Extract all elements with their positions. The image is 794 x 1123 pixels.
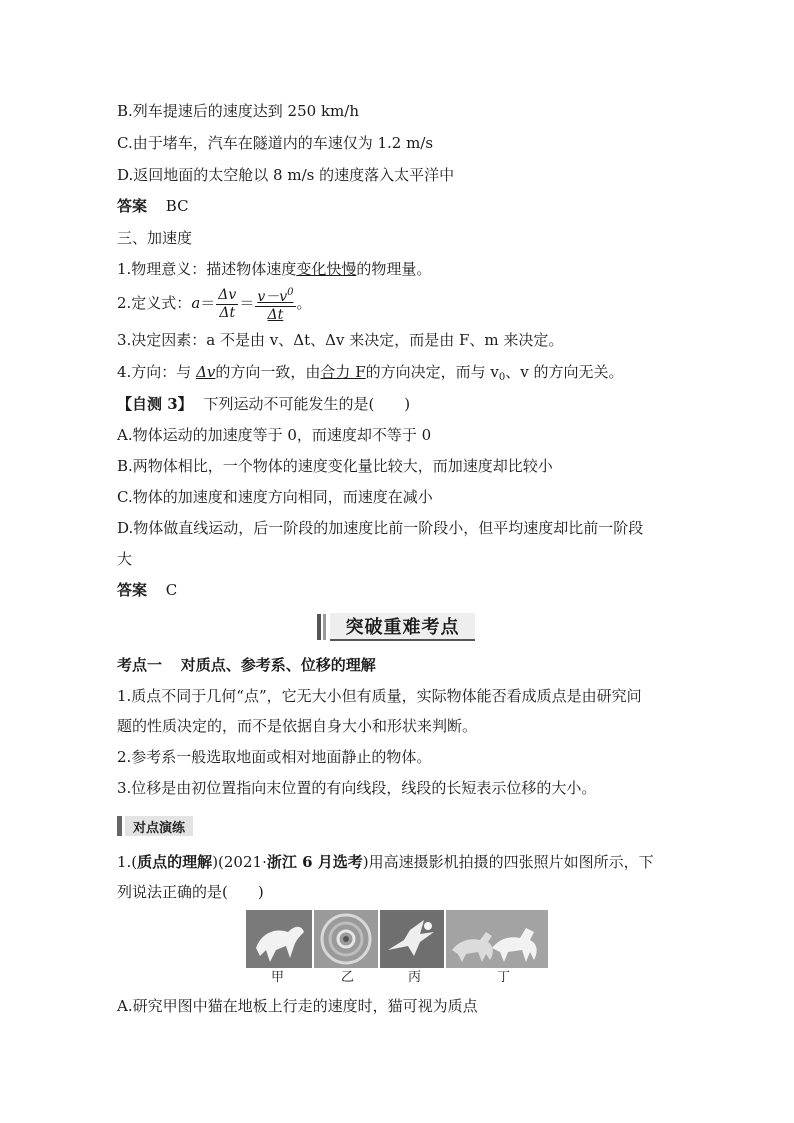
selftest-option-a: A.物体运动的加速度等于 0，而速度却不等于 0	[117, 426, 432, 444]
formula-a: a	[191, 294, 201, 312]
keypoint-p1-cont: 题的性质决定的，而不是依据自身大小和形状来判断。	[117, 717, 478, 735]
q1-topic: 质点的理解	[137, 853, 213, 871]
def4-underlined-force: 合力 F	[320, 363, 366, 381]
selftest-question: 下列运动不可能发生的是( )	[203, 395, 411, 413]
question-1-line-2: 列说法正确的是( )	[117, 883, 264, 901]
fraction-dv-dt	[216, 287, 238, 322]
definition-formula	[117, 284, 312, 324]
fraction-numerator: Δv	[218, 286, 237, 303]
fraction-v-v0-dt	[255, 284, 295, 324]
practice-text: 对点演练	[125, 816, 193, 836]
photo-strip	[246, 910, 548, 968]
banner-bar	[317, 614, 321, 640]
def4-mid: 的方向一致，由	[215, 363, 321, 381]
selftest-label: 【自测 3】	[117, 395, 193, 413]
definition-meaning	[117, 259, 431, 279]
keypoint-p1: 1.质点不同于几何“点”，它无大小但有质量，实际物体能否看成质点是由研究问	[117, 687, 642, 705]
practice-bar	[117, 816, 122, 836]
fraction2-denominator: Δt	[267, 307, 284, 323]
q1-mid: )(2021·	[212, 853, 267, 871]
photo-label-2: 乙	[341, 970, 355, 985]
formula-eq2: ＝	[239, 294, 255, 312]
photo-label-4: 丁	[497, 970, 511, 985]
answer-line-1	[117, 196, 189, 216]
fraction2-numerator	[255, 284, 295, 307]
question-1-option-a: A.研究甲图中猫在地板上行走的速度时，猫可视为质点	[117, 997, 478, 1015]
photo-bird	[380, 910, 444, 968]
formula-eq1: ＝	[200, 294, 216, 312]
numerator-text: v－v	[257, 289, 288, 305]
def4-sub: 0	[498, 372, 506, 383]
q1-rest: )用高速摄影机拍摄的四张照片如图所示，下	[362, 853, 654, 871]
selftest-option-d: D.物体做直线运动，后一阶段的加速度比前一阶段小，但平均速度却比前一阶段	[117, 519, 644, 537]
option-b-line: B.列车提速后的速度达到 250 km/h	[117, 102, 359, 120]
q1-prefix: 1.(	[117, 853, 138, 871]
keypoint-p3: 3.位移是由初位置指向末位置的有向线段，线段的长短表示位移的大小。	[117, 779, 597, 797]
selftest-option-d-cont: 大	[117, 550, 133, 568]
answer-label: 答案	[117, 581, 148, 599]
answer-value: BC	[165, 197, 189, 215]
definition-factors: 3.决定因素：a 不是由 v、Δt、Δv 来决定，而是由 F、m 来决定。	[117, 331, 564, 349]
section-title-acceleration: 三、加速度	[117, 229, 193, 247]
keypoint-header	[117, 655, 376, 675]
photo-swirl	[314, 910, 378, 968]
photo-label-3: 丙	[408, 970, 422, 985]
definition-direction	[117, 362, 623, 388]
photo-horse	[446, 910, 548, 968]
def2-prefix: 2.定义式：	[117, 294, 192, 312]
banner-bar	[323, 614, 326, 640]
option-d-line: D.返回地面的太空舱以 8 m/s 的速度落入太平洋中	[117, 166, 455, 184]
formula-end: 。	[296, 294, 312, 312]
def4-prefix: 4.方向：与	[117, 363, 197, 381]
def1-suffix: 的物理量。	[356, 260, 432, 278]
numerator-sub: 0	[287, 287, 294, 298]
keypoint-title: 对质点、参考系、位移的理解	[180, 656, 376, 674]
answer-value: C	[165, 581, 178, 599]
def4-suffix: 、v 的方向无关。	[505, 363, 624, 381]
selftest-header	[117, 394, 410, 414]
def4-mid2: 的方向决定，而与 v	[365, 363, 499, 381]
def4-underlined-dv: Δv	[196, 363, 216, 381]
photo-label-1: 甲	[271, 970, 285, 985]
keypoint-p2: 2.参考系一般选取地面或相对地面静止的物体。	[117, 748, 432, 766]
photo-cat	[246, 910, 312, 968]
q1-source: 浙江 6 月选考	[266, 853, 363, 871]
def1-prefix: 1.物理意义：描述物体速度	[117, 260, 297, 278]
def1-underlined: 变化快慢	[296, 260, 357, 278]
option-c-line: C.由于堵车，汽车在隧道内的车速仅为 1.2 m/s	[117, 134, 434, 152]
practice-label	[117, 815, 207, 837]
keypoint-label: 考点一	[117, 656, 163, 674]
answer-label: 答案	[117, 197, 148, 215]
selftest-option-b: B.两物体相比，一个物体的速度变化量比较大，而加速度却比较小	[117, 457, 553, 475]
banner-title: 突破重难考点	[330, 613, 475, 641]
selftest-option-c: C.物体的加速度和速度方向相同，而速度在减小	[117, 488, 433, 506]
question-1-line-1	[117, 852, 654, 872]
section-banner	[317, 613, 475, 641]
answer-line-2	[117, 580, 177, 600]
fraction-denominator: Δt	[219, 304, 236, 321]
